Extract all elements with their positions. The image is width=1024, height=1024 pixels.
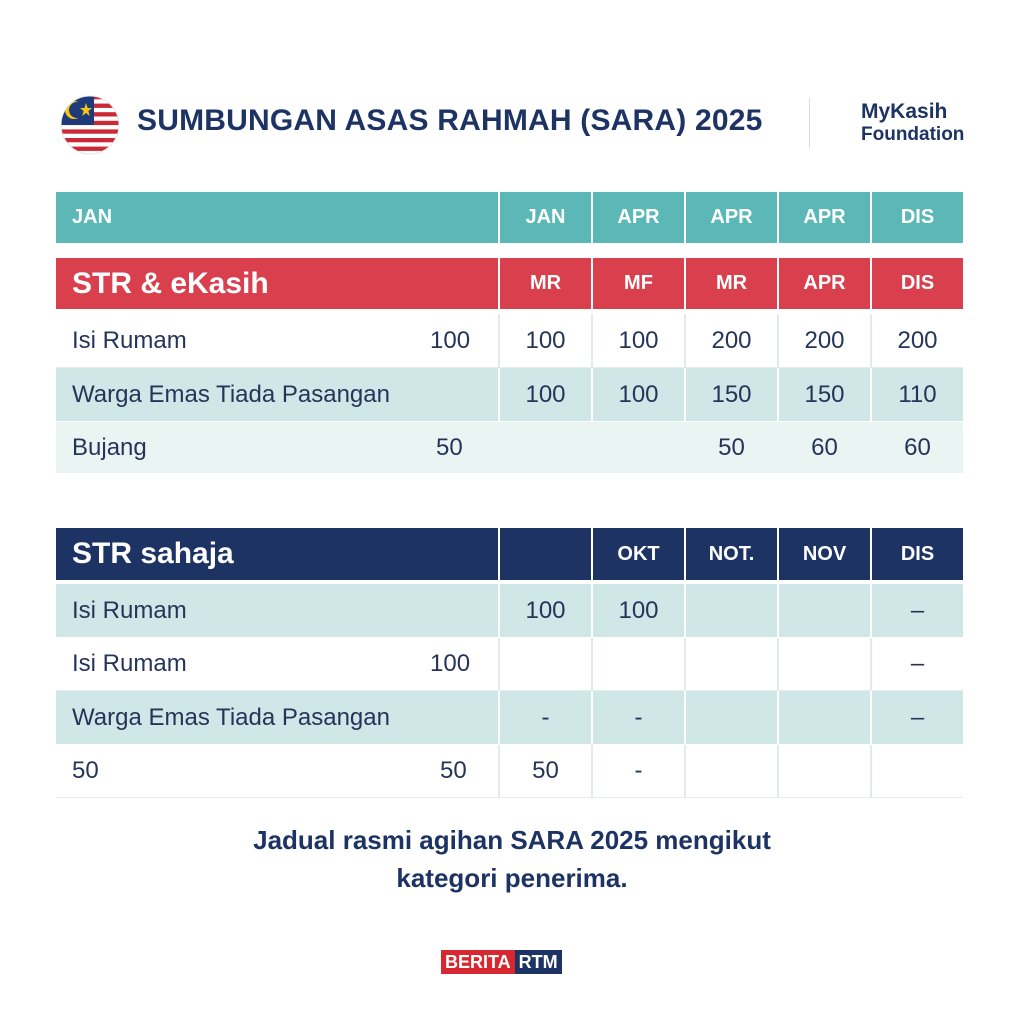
malaysia-flag-icon [60,95,120,155]
section-column-header: MR [684,258,777,309]
table-cell [498,638,591,690]
row-inline-value: 100 [430,326,471,354]
row-label [56,584,498,637]
table-row [56,584,963,637]
row-label [56,638,498,690]
row-inline-value: 100 [430,650,471,677]
row-label-text: Warga Emas Tiada Pasangan [72,703,390,731]
row-label-text: Warga Emas Tiada Pasangan [72,380,390,408]
section-header-str-ekasih [56,258,963,309]
table-cell: 200 [777,314,870,367]
table-cell: - [498,691,591,744]
table-cell [684,745,777,797]
table-cell [777,745,870,797]
brand-subtitle: Foundation [861,124,965,146]
row-label [56,314,498,367]
header-divider [809,98,810,148]
section-column-header: DIS [870,258,963,309]
section-column-header: NOV [777,528,870,580]
table-row [56,691,963,744]
table-cell [684,691,777,744]
row-label [56,691,498,744]
row-inline-value: 50 [440,757,467,784]
table-cell [498,422,591,473]
table-cell: - [591,745,684,797]
month-header-cell: JAN [498,192,591,243]
table-cell: – [870,638,963,690]
table-cell: 50 [498,745,591,797]
table-cell: – [870,691,963,744]
month-header-cell: APR [591,192,684,243]
table-cell: 150 [684,368,777,421]
section-column-header [498,528,591,580]
table-row [56,368,963,421]
table-cell: 110 [870,368,963,421]
brand-name: MyKasih [861,100,948,123]
table-cell: 100 [591,314,684,367]
table-cell: 100 [498,584,591,637]
row-label [56,422,498,473]
table-cell: 200 [870,314,963,367]
table-cell: 100 [498,368,591,421]
page-title: SUMBUNGAN ASAS RAHMAH (SARA) 2025 [137,104,763,137]
section-column-header: OKT [591,528,684,580]
table-cell: 60 [870,422,963,473]
table-cell: 100 [591,368,684,421]
row-label-text: Bujang [72,433,147,461]
month-header-cell: APR [684,192,777,243]
table-cell [870,745,963,797]
caption [0,822,1024,897]
table-row [56,422,963,473]
table-row [56,314,963,368]
table-cell [684,584,777,637]
table-row [56,638,963,691]
table-cell: 200 [684,314,777,367]
section-column-header: MR [498,258,591,309]
table-cell [591,422,684,473]
page-header [0,0,1024,190]
logo-part-rtm: RTM [515,950,562,974]
row-label-text: Isi Rumam [72,596,187,624]
caption-line: Jadual rasmi agihan SARA 2025 mengikut [253,825,771,855]
berita-rtm-logo [441,950,562,974]
table-cell: 100 [498,314,591,367]
table-cell: - [591,691,684,744]
row-inline-value: 50 [436,433,463,461]
table-cell [777,584,870,637]
section-column-header: MF [591,258,684,309]
row-label-text: Isi Rumam [72,326,187,354]
logo-part-berita: BERITA [441,950,515,974]
caption-line: kategori penerima. [396,862,628,893]
row-label [56,368,498,421]
table-cell: 100 [591,584,684,637]
month-header-row [56,192,963,243]
section-header-str-sahaja [56,528,963,580]
table-cell [777,638,870,690]
brand-logo [861,100,964,146]
section-column-header: NOT. [684,528,777,580]
table-cell [684,638,777,690]
table-cell [591,638,684,690]
row-label-text: 50 [72,757,99,784]
table-cell: 150 [777,368,870,421]
section-title: STR sahaja [72,537,234,570]
table-cell: 50 [684,422,777,473]
month-header-cell: DIS [870,192,963,243]
table-cell: 60 [777,422,870,473]
row-label [56,745,498,797]
section-title: STR & eKasih [72,266,269,300]
table-cell: – [870,584,963,637]
month-header-cell: JAN [72,206,113,228]
table-cell [777,691,870,744]
section-column-header: APR [777,258,870,309]
month-header-cell: APR [777,192,870,243]
row-label-text: Isi Rumam [72,650,187,677]
section-column-header: DIS [870,528,963,580]
table-row [56,745,963,798]
